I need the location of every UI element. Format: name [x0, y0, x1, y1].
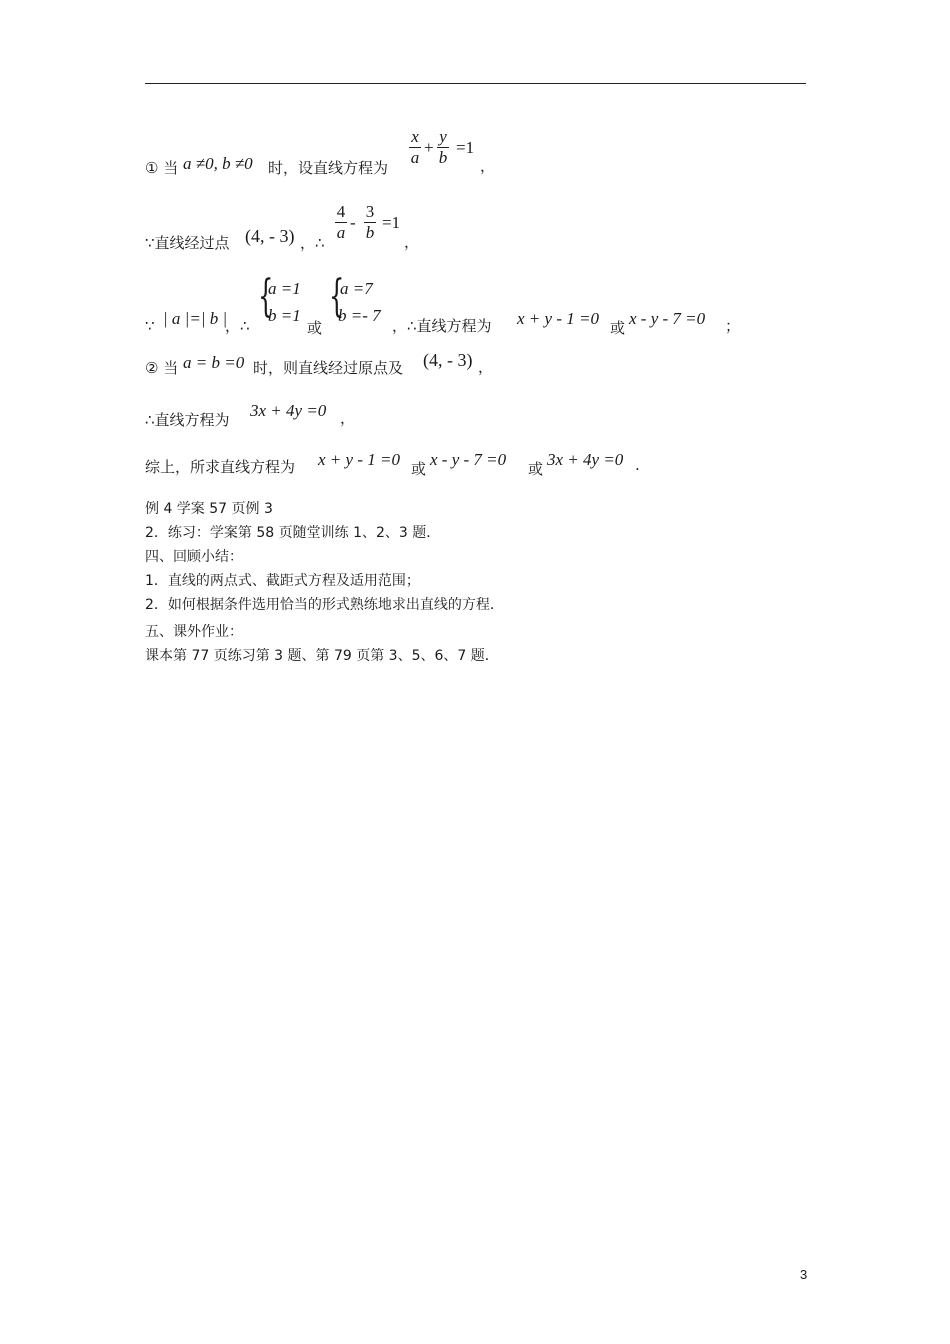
passes-point: (4, - 3) — [245, 226, 295, 246]
case2-mid: 时，则直线经过原点及 — [253, 359, 404, 377]
summary-end: . — [635, 456, 640, 474]
case1-lead: ① 当 — [145, 159, 179, 177]
header-rule — [145, 83, 806, 84]
system1-brace: { — [258, 271, 274, 322]
text-line-example4: 例 4 学案 57 页例 3 — [145, 501, 273, 517]
abs-expression: | a |=| b | — [163, 309, 228, 328]
summary-eq3: 3x + 4y =0 — [547, 450, 624, 469]
passes-frac-4-a — [335, 203, 347, 242]
summary-lead: 综上，所求直线方程为 — [145, 458, 296, 476]
system2-b: b =- 7 — [338, 306, 381, 325]
case1-rhs: =1 — [456, 138, 475, 157]
system2-a: a =7 — [340, 279, 373, 298]
case1-plus: + — [424, 138, 434, 157]
abs-end: ； — [725, 317, 741, 335]
abs-sep: ，∴ — [225, 317, 250, 335]
frac-den: a — [336, 223, 346, 242]
text-line-review-1: 1．直线的两点式、截距式方程及适用范围； — [145, 573, 420, 589]
or-1: 或 — [307, 319, 323, 337]
line-eq-lead: ∴直线方程为 — [145, 411, 230, 429]
case1-frac-y-b — [437, 128, 449, 167]
text-line-homework: 课本第 77 页练习第 3 题、第 79 页第 3、5、6、7 题． — [145, 648, 499, 664]
case1-condition: a ≠0, b ≠0 — [183, 154, 253, 173]
passes-minus: - — [350, 213, 356, 232]
frac-den: b — [365, 223, 375, 242]
frac-num: 4 — [336, 202, 346, 221]
page-number: 3 — [800, 1267, 808, 1282]
case1-end: ， — [480, 157, 496, 175]
case2-point: (4, - 3) — [423, 350, 473, 370]
system1-b: b =1 — [268, 306, 301, 325]
frac-num: x — [411, 127, 419, 146]
frac-den: a — [410, 148, 420, 167]
frac-den: b — [438, 148, 448, 167]
case2-end: ， — [478, 358, 494, 376]
passes-lead: ∵直线经过点 — [145, 234, 230, 252]
frac-num: 3 — [365, 202, 375, 221]
summary-eq1: x + y - 1 =0 — [318, 450, 400, 469]
text-line-review-heading: 四、回顾小结： — [145, 549, 243, 565]
text-line-practice: 2．练习：学案第 58 页随堂训练 1、2、3 题． — [145, 525, 441, 541]
case2-lead: ② 当 — [145, 359, 179, 377]
summary-eq2: x - y - 7 =0 — [430, 450, 507, 469]
case2-condition: a = b =0 — [183, 353, 245, 372]
summary-or2: 或 — [528, 460, 544, 478]
passes-sep: ，∴ — [300, 234, 325, 252]
frac-num: y — [439, 127, 447, 146]
line-eq-equation: 3x + 4y =0 — [250, 401, 327, 420]
abs-lead: ∵ — [145, 317, 155, 335]
text-line-homework-heading: 五、课外作业： — [145, 624, 243, 640]
eq-x-minus-y: x - y - 7 =0 — [629, 309, 706, 328]
passes-end: ， — [404, 233, 420, 251]
summary-or1: 或 — [411, 460, 427, 478]
text-line-review-2: 2．如何根据条件选用恰当的形式熟练地求出直线的方程． — [145, 597, 504, 613]
or-2: 或 — [610, 319, 626, 337]
system1-a: a =1 — [268, 279, 301, 298]
passes-frac-3-b — [364, 203, 376, 242]
passes-rhs: =1 — [382, 213, 401, 232]
case1-frac-x-a — [409, 128, 421, 167]
eq-x-plus-y: x + y - 1 =0 — [517, 309, 599, 328]
system2-brace: { — [329, 271, 345, 322]
case1-mid: 时，设直线方程为 — [268, 159, 389, 177]
abs-mid: ，∴直线方程为 — [392, 317, 492, 335]
line-eq-end: ， — [340, 409, 356, 427]
